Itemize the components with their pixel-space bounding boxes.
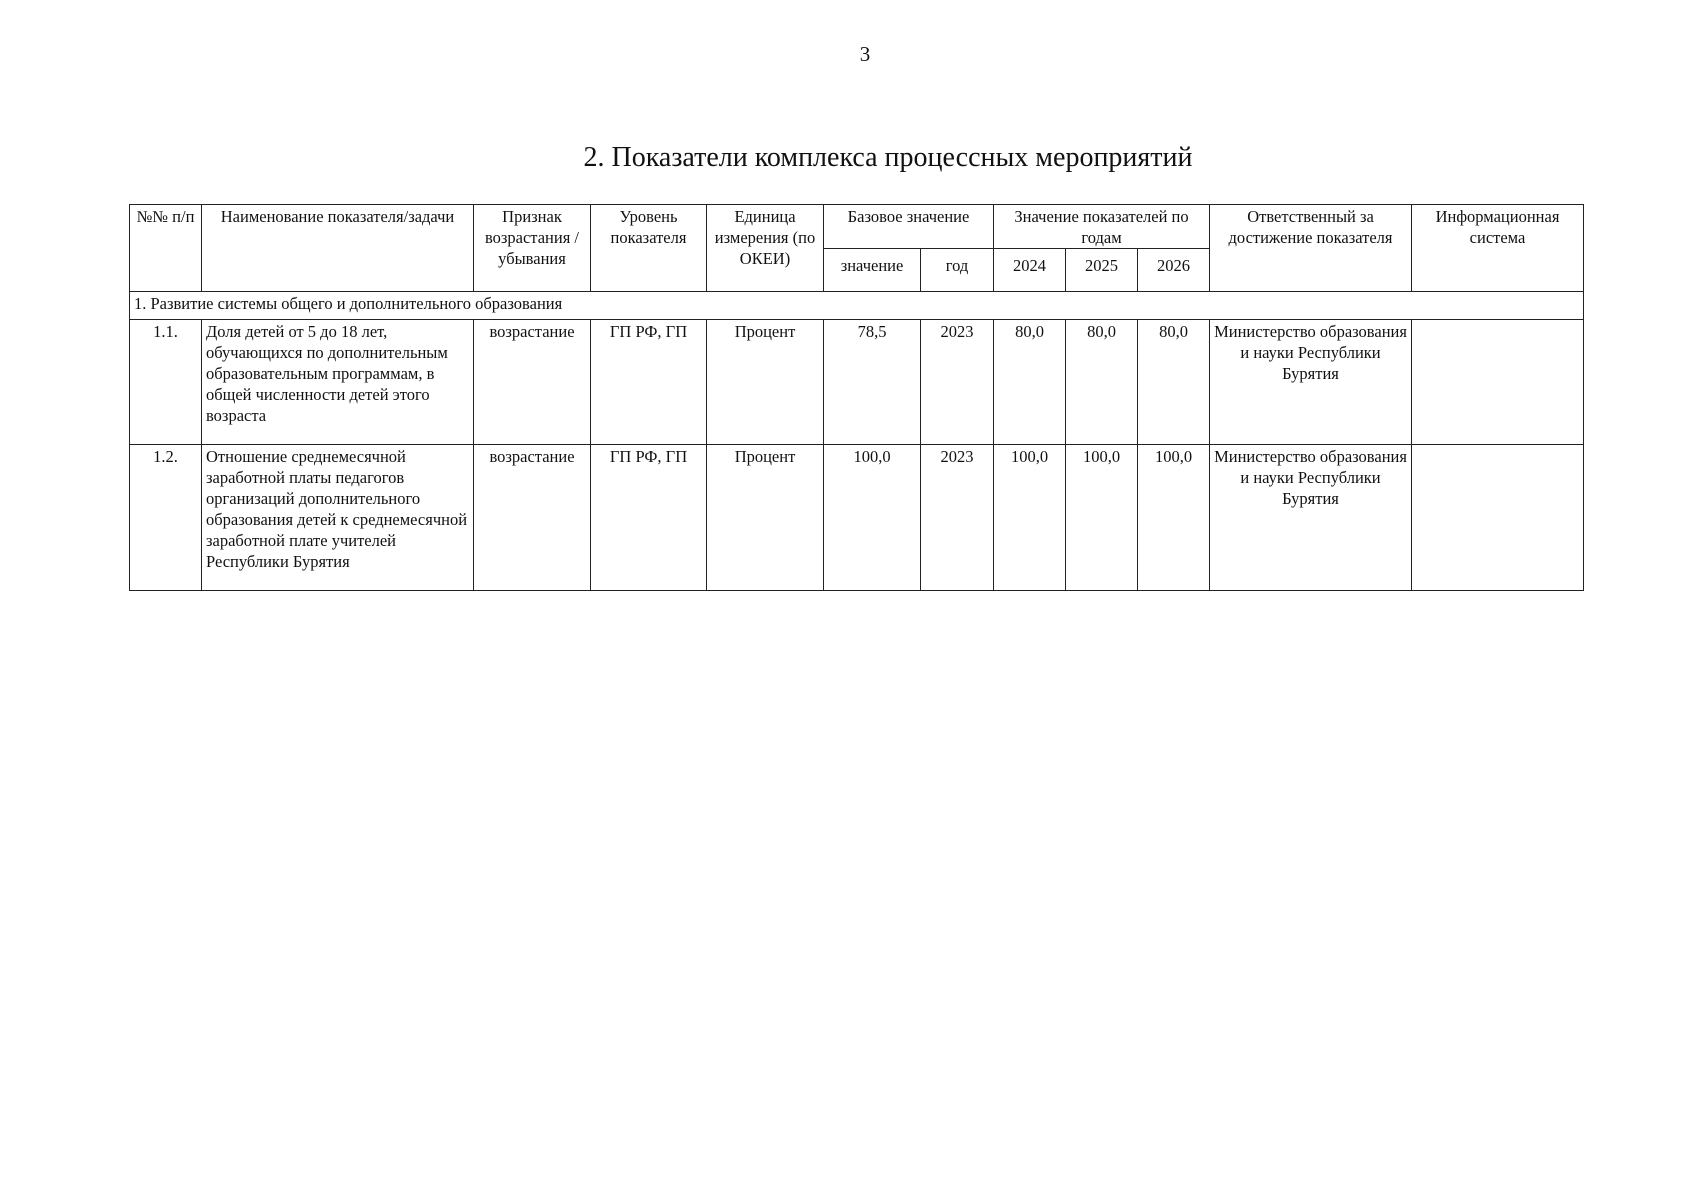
table-row	[130, 320, 1584, 445]
cell-info-system	[1412, 445, 1584, 591]
document-title: 2. Показатели комплекса процессных мероприятий	[583, 142, 1193, 173]
cell-base-year: 2023	[921, 320, 994, 445]
table-row	[130, 445, 1584, 591]
table-header-row	[130, 205, 1584, 249]
cell-2024: 100,0	[994, 445, 1066, 591]
header-responsible: Ответственный за достижение показателя	[1210, 205, 1412, 292]
cell-2026: 100,0	[1138, 445, 1210, 591]
header-base-value: значение	[824, 249, 921, 292]
indicators-table	[129, 204, 1584, 591]
cell-responsible: Министерство образования и науки Республики Бурятия	[1210, 445, 1412, 591]
cell-responsible: Министерство образования и науки Республики Бурятия	[1210, 320, 1412, 445]
cell-unit: Процент	[707, 445, 824, 591]
header-2025: 2025	[1066, 249, 1138, 292]
cell-name: Отношение среднемесячной заработной платы педагогов организаций дополнительного образования детей к среднемесячной заработной плате учителей Республики Бурятия	[202, 445, 474, 591]
page-number: 3	[859, 42, 871, 66]
cell-2024: 80,0	[994, 320, 1066, 445]
cell-num: 1.1.	[130, 320, 202, 445]
cell-2025: 100,0	[1066, 445, 1138, 591]
cell-level: ГП РФ, ГП	[591, 320, 707, 445]
cell-num: 1.2.	[130, 445, 202, 591]
cell-unit: Процент	[707, 320, 824, 445]
cell-2025: 80,0	[1066, 320, 1138, 445]
cell-name: Доля детей от 5 до 18 лет, обучающихся по дополнительным образовательным программам, в общей численности детей этого возраста	[202, 320, 474, 445]
header-info-system: Информационная система	[1412, 205, 1584, 292]
header-by-years: Значение показателей по годам	[994, 205, 1210, 249]
header-num: №№ п/п	[130, 205, 202, 292]
header-2026: 2026	[1138, 249, 1210, 292]
header-base-year: год	[921, 249, 994, 292]
cell-base-year: 2023	[921, 445, 994, 591]
cell-base-value: 78,5	[824, 320, 921, 445]
cell-level: ГП РФ, ГП	[591, 445, 707, 591]
header-base: Базовое значение	[824, 205, 994, 249]
cell-2026: 80,0	[1138, 320, 1210, 445]
header-level: Уровень показателя	[591, 205, 707, 292]
cell-trend: возрастание	[474, 320, 591, 445]
header-trend: Признак возрастания / убывания	[474, 205, 591, 292]
section-row	[130, 292, 1584, 320]
cell-info-system	[1412, 320, 1584, 445]
header-2024: 2024	[994, 249, 1066, 292]
section-title: 1. Развитие системы общего и дополнительного образования	[130, 292, 1584, 320]
cell-trend: возрастание	[474, 445, 591, 591]
header-unit: Единица измерения (по ОКЕИ)	[707, 205, 824, 292]
header-name: Наименование показателя/задачи	[202, 205, 474, 292]
cell-base-value: 100,0	[824, 445, 921, 591]
